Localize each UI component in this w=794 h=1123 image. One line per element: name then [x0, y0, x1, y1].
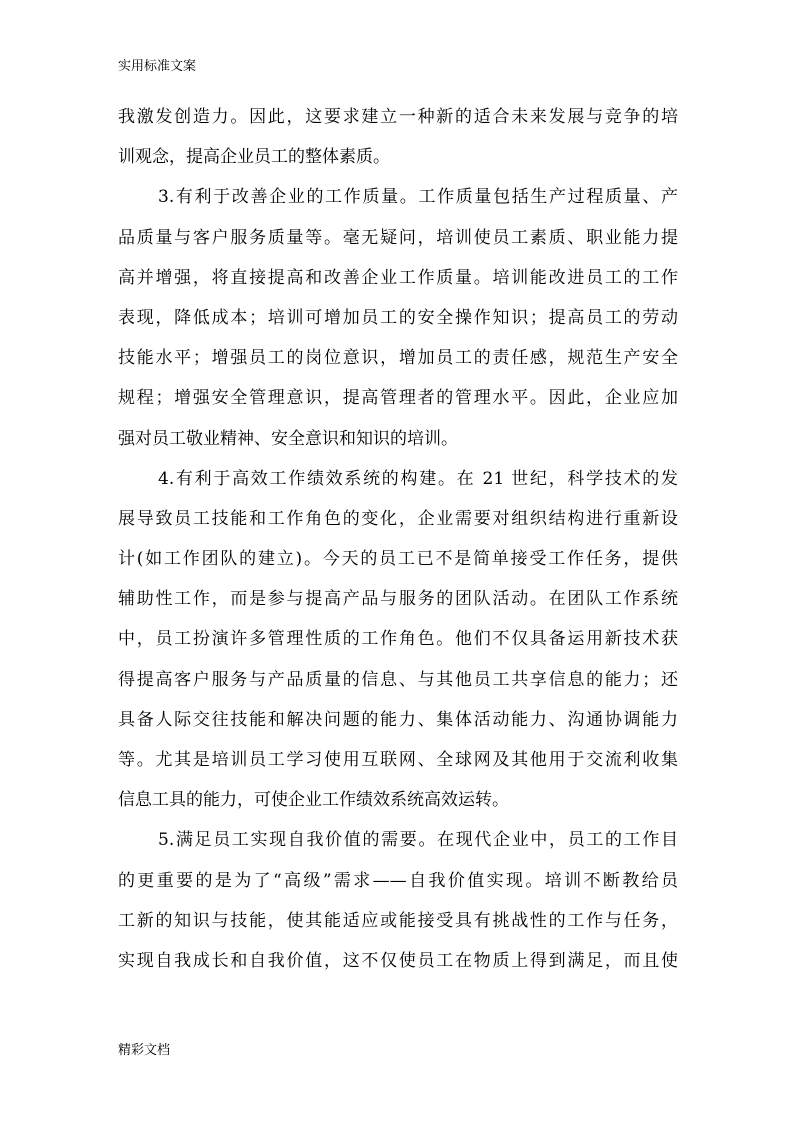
text-line: 得提高客户服务与产品质量的信息、与其他员工共享信息的能力；还	[118, 669, 678, 690]
text-line: 我激发创造力。因此，这要求建立一种新的适合未来发展与竞争的培	[118, 107, 678, 127]
paragraph-3-heading-line: 3.有利于改善企业的工作质量。工作质量包括生产过程质量、产	[158, 187, 678, 208]
text-line: 强对员工敬业精神、安全意识和知识的培训。	[118, 428, 458, 449]
text-line: 表现，降低成本；培训可增加员工的安全操作知识；提高员工的劳动	[118, 307, 678, 328]
text-line: 规程；增强安全管理意识，提高管理者的管理水平。因此，企业应加	[118, 388, 678, 409]
paragraph-5-heading-line: 5.满足员工实现自我价值的需要。在现代企业中，员工的工作目	[158, 830, 678, 851]
text-line: 信息工具的能力，可使企业工作绩效系统高效运转。	[118, 790, 509, 811]
paragraph-4-heading-line: 4.有利于高效工作绩效系统的构建。在 21 世纪，科学技术的发	[158, 468, 678, 489]
page-header: 实用标准文案	[118, 59, 197, 74]
text-line: 技能水平；增强员工的岗位意识，增加员工的责任感，规范生产安全	[118, 348, 678, 369]
text-line: 的更重要的是为了“高级”需求——自我价值实现。培训不断教给员	[118, 870, 678, 891]
text-line: 高并增强，将直接提高和改善企业工作质量。培训能改进员工的工作	[118, 267, 678, 288]
text-line: 工新的知识与技能，使其能适应或能接受具有挑战性的工作与任务，	[118, 910, 678, 931]
text-line: 训观念，提高企业员工的整体素质。	[118, 147, 390, 168]
page-footer: 精彩文档	[118, 1043, 171, 1058]
text-line: 中，员工扮演许多管理性质的工作角色。他们不仅具备运用新技术获	[118, 629, 678, 650]
text-line: 具备人际交往技能和解决问题的能力、集体活动能力、沟通协调能力	[118, 709, 678, 730]
header-divider	[118, 82, 676, 83]
text-line: 辅助性工作，而是参与提高产品与服务的团队活动。在团队工作系统	[118, 589, 678, 610]
text-line: 计(如工作团队的建立)。今天的员工已不是简单接受工作任务，提供	[118, 549, 678, 570]
body-text	[118, 102, 678, 986]
text-line: 展导致员工技能和工作角色的变化，企业需要对组织结构进行重新设	[118, 508, 678, 529]
text-line: 等。尤其是培训员工学习使用互联网、全球网及其他用于交流利收集	[118, 750, 678, 770]
text-line: 实现自我成长和自我价值，这不仅使员工在物质上得到满足，而且使	[118, 950, 678, 971]
text-line: 品质量与客户服务质量等。毫无疑问，培训使员工素质、职业能力提	[118, 227, 678, 248]
